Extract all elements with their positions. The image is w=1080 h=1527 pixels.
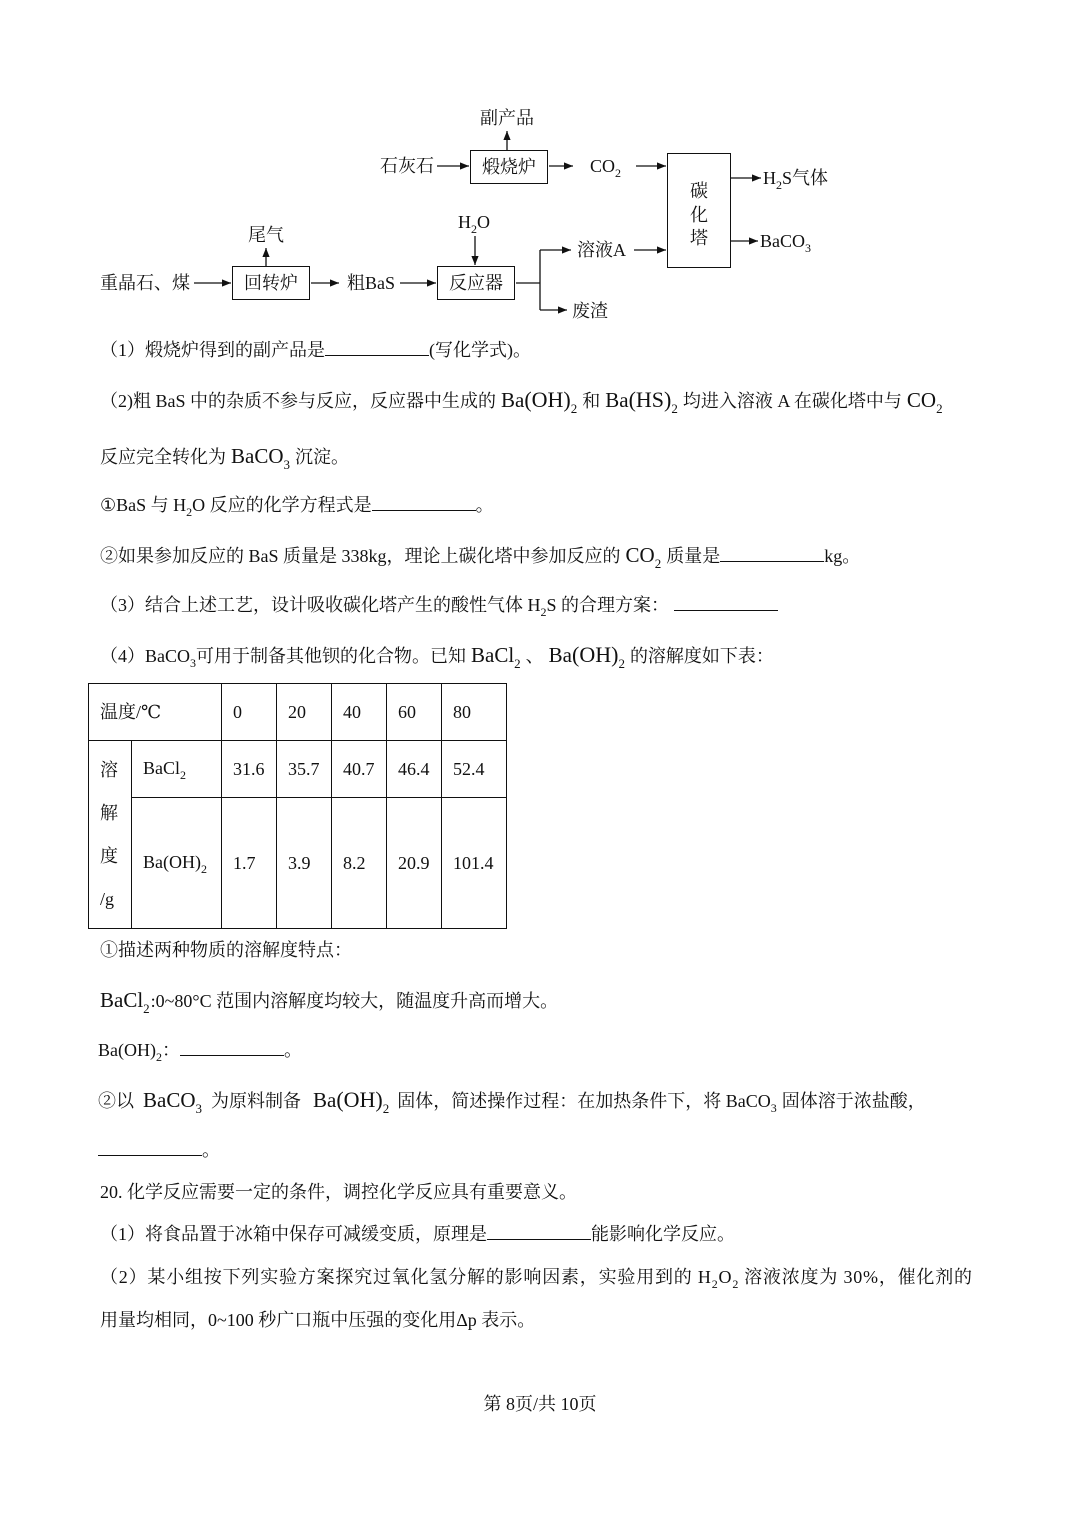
formula-subscript: 2 (180, 768, 187, 782)
formula-ba-oh-2 (313, 1086, 389, 1117)
question-text: ②如果参加反应的 BaS 质量是 338kg，理论上碳化塔中参加反应的 (100, 546, 621, 566)
solubility-value: 101.4 (442, 798, 507, 929)
q19-answer-line (98, 1136, 220, 1164)
question-text: :0~80°C 范围内溶解度均较大，随温度升高而增大。 (150, 991, 559, 1011)
question-text: 固体溶于浓盐酸， (781, 1091, 926, 1111)
formula-subscript: 2 (711, 1277, 719, 1291)
formula-ba-oh-2 (549, 641, 625, 672)
solubility-value: 20.9 (387, 798, 442, 929)
question-text: 和 (582, 391, 601, 411)
formula-co2 (907, 386, 943, 417)
question-text: (写化学式)。 (429, 340, 531, 360)
question-text: 均进入溶液 A 在碳化塔中与 (682, 391, 902, 411)
rotary-kiln-label: 回转炉 (244, 273, 298, 293)
formula-group: (OH) (524, 387, 571, 412)
question-text: ①描述两种物质的溶解度特点： (100, 940, 352, 960)
question-text: Ba(OH) (98, 1040, 156, 1060)
answer-blank (720, 546, 824, 562)
formula-group: (OH) (572, 642, 619, 667)
substance-name-cell (132, 741, 222, 798)
solubility-table (88, 683, 507, 929)
solubility-value: 35.7 (277, 741, 332, 798)
answer-blank (674, 595, 778, 611)
formula-symbol: BaCl (471, 643, 515, 667)
formula-symbol: O (477, 212, 490, 232)
bacl2-feature-line (100, 986, 558, 1014)
formula-bacl2 (100, 986, 150, 1017)
question-text: 可用于制备其他钡的化合物。已知 (196, 646, 466, 666)
question-text: ： (161, 1040, 180, 1060)
question-text: 20. 化学反应需要一定的条件，调控化学反应具有重要意义。 (100, 1182, 577, 1202)
raw-materials-label: 重晶石、煤 (100, 273, 190, 293)
question-text: 沉淀。 (295, 447, 349, 467)
q19-part2-line (100, 386, 948, 414)
formula-subscript: 2 (654, 556, 662, 571)
q19-part2-continued-line (100, 442, 349, 470)
formula-ba-oh-2 (501, 386, 577, 417)
limestone-label: 石灰石 (380, 156, 434, 176)
formula-symbol: BaCl (143, 758, 181, 778)
baoh2-feature-line (98, 1036, 302, 1064)
side-label-char: 解 (100, 803, 118, 823)
question-text: （4）BaCO (100, 646, 190, 666)
question-text: （1）煅烧炉得到的副产品是 (100, 340, 325, 360)
q20-part1-line (100, 1220, 735, 1248)
residue-label: 废渣 (572, 301, 608, 321)
table-header-row (89, 684, 507, 741)
question-text: （2)粗 BaS 中的杂质不参与反应，反应器中生成的 (100, 391, 496, 411)
answer-blank (325, 340, 429, 356)
rotary-kiln-box (232, 266, 310, 300)
temperature-cell: 20 (277, 684, 332, 741)
temperature-cell: 40 (332, 684, 387, 741)
formula-subscript: 2 (155, 1050, 162, 1064)
formula-symbol: CO (906, 388, 937, 412)
question-text: 质量是 (666, 546, 721, 566)
question-text: ②以 (98, 1091, 134, 1111)
formula-subscript: 3 (195, 1101, 202, 1116)
formula-symbol: Ba(OH) (143, 852, 201, 872)
question-text: 反应完全转化为 (100, 447, 226, 467)
question-text: 用量均相同，0~100 秒广口瓶中压强的变化用Δp 表示。 (100, 1310, 536, 1330)
question-text: O (718, 1267, 733, 1287)
calciner-label: 煅烧炉 (482, 157, 536, 177)
formula-subscript: 2 (615, 166, 622, 180)
formula-subscript: 2 (776, 178, 782, 192)
byproduct-label: 副产品 (480, 108, 534, 128)
solution-a-label: 溶液A (577, 240, 626, 260)
formula-symbol: BaCO (231, 444, 284, 468)
formula-symbol: S气体 (782, 168, 829, 188)
q19-part3-line (100, 591, 778, 619)
q19-part2-sub1-line (100, 491, 494, 519)
formula-group: (OH) (336, 1087, 383, 1112)
answer-blank (98, 1140, 202, 1156)
temperature-cell: 0 (222, 684, 277, 741)
question-text: O 反应的化学方程式是 (192, 495, 372, 515)
question-text: 、 (525, 646, 544, 666)
solubility-value: 46.4 (387, 741, 442, 798)
solubility-value: 52.4 (442, 741, 507, 798)
formula-subscript: 2 (382, 1101, 390, 1116)
formula-subscript: 2 (732, 1277, 740, 1291)
crude-bas-label: 粗BaS (347, 273, 396, 293)
question-text: 为原料制备 (211, 1091, 301, 1111)
formula-subscript: 2 (540, 605, 547, 619)
question-text: （1）将食品置于冰箱中保存可减缓变质，原理是 (100, 1224, 487, 1244)
formula-baco3 (231, 442, 290, 473)
temperature-header: 温度/℃ (89, 684, 222, 741)
substance-name-cell (132, 798, 222, 929)
formula-co2 (626, 541, 662, 572)
answer-blank (180, 1040, 284, 1056)
question-text: （3）结合上述工艺，设计吸收碳化塔产生的酸性气体 H (100, 595, 541, 615)
formula-subscript: 2 (514, 656, 521, 671)
tower-char: 化 (690, 204, 708, 225)
q19-part4-sub1-line (100, 936, 352, 964)
formula-ba-hs-2 (605, 386, 678, 417)
q20-title-line (100, 1178, 577, 1206)
solubility-value: 3.9 (277, 798, 332, 929)
formula-symbol: Ba (605, 388, 629, 412)
question-text: ①BaS 与 H (100, 495, 187, 515)
formula-symbol: H (763, 168, 776, 188)
baco3-label (760, 230, 811, 254)
formula-symbol: CO (625, 543, 655, 567)
formula-baco3 (143, 1086, 202, 1117)
formula-subscript: 3 (770, 1101, 777, 1115)
formula-symbol: Ba (313, 1088, 337, 1112)
formula-symbol: Ba (501, 388, 525, 412)
solubility-value: 8.2 (332, 798, 387, 929)
formula-symbol: CO (590, 156, 616, 176)
table-row-baoh2 (89, 798, 507, 929)
solubility-value: 31.6 (222, 741, 277, 798)
h2s-gas-label (763, 167, 828, 191)
formula-group: (HS) (628, 387, 672, 412)
formula-subscript: 2 (618, 656, 625, 671)
q19-part4-sub2-line (98, 1086, 926, 1114)
reactor-label: 反应器 (449, 273, 503, 293)
question-text: 的溶解度如下表： (629, 646, 774, 666)
tail-gas-label: 尾气 (248, 225, 284, 245)
q20-part2-continued-line (100, 1306, 535, 1334)
temperature-cell: 60 (387, 684, 442, 741)
formula-bacl2 (471, 641, 521, 672)
table-row-bacl2 (89, 741, 507, 798)
tower-char: 碳 (690, 181, 708, 201)
co2-label (590, 155, 621, 179)
solubility-value: 1.7 (222, 798, 277, 929)
formula-subscript: 2 (671, 401, 678, 416)
q19-part2-sub2-line (100, 541, 860, 569)
formula-subscript: 2 (570, 401, 578, 416)
answer-blank (372, 495, 476, 511)
question-text: S 的合理方案： (546, 595, 670, 615)
q19-part1-line (100, 336, 531, 364)
tower-char: 塔 (690, 228, 708, 248)
formula-symbol: BaCO (143, 1088, 196, 1112)
question-text: 。 (202, 1140, 220, 1160)
formula-subscript: 2 (200, 862, 207, 876)
question-text: 溶液浓度为 30%，催化剂的 (744, 1267, 973, 1287)
formula-symbol: H (458, 212, 471, 232)
formula-symbol: BaCl (100, 988, 144, 1012)
formula-subscript: 3 (283, 457, 290, 472)
formula-symbol: BaCO (760, 231, 805, 251)
reactor-box (437, 266, 515, 300)
side-label-char: 溶 (100, 760, 118, 780)
q20-part2-line (100, 1263, 973, 1291)
carbonation-tower-box (667, 153, 731, 268)
q19-part4-line (100, 641, 774, 669)
formula-subscript: 2 (143, 1001, 150, 1016)
question-text: 能影响化学反应。 (591, 1224, 735, 1244)
side-label-char: /g (100, 889, 115, 909)
question-text: 。 (283, 1040, 302, 1060)
question-text: （2）某小组按下列实验方案探究过氧化氢分解的影响因素，实验用到的 H (100, 1267, 712, 1287)
temperature-cell: 80 (442, 684, 507, 741)
side-label-char: 度 (100, 846, 118, 866)
question-text: kg。 (824, 546, 861, 566)
solubility-side-label (89, 741, 132, 929)
question-text: 固体，简述操作过程：在加热条件下，将 BaCO (397, 1091, 771, 1111)
page-footer: 第 8页/共 10页 (483, 1394, 597, 1414)
formula-symbol: Ba (548, 643, 572, 667)
formula-subscript: 2 (186, 505, 193, 519)
formula-subscript: 2 (471, 222, 477, 236)
formula-subscript: 3 (190, 656, 196, 670)
formula-subscript: 3 (805, 241, 811, 255)
question-text: 。 (475, 495, 494, 515)
formula-subscript: 2 (936, 401, 943, 416)
calciner-box (470, 150, 548, 184)
solubility-value: 40.7 (332, 741, 387, 798)
water-label (458, 211, 490, 235)
answer-blank (487, 1224, 591, 1240)
